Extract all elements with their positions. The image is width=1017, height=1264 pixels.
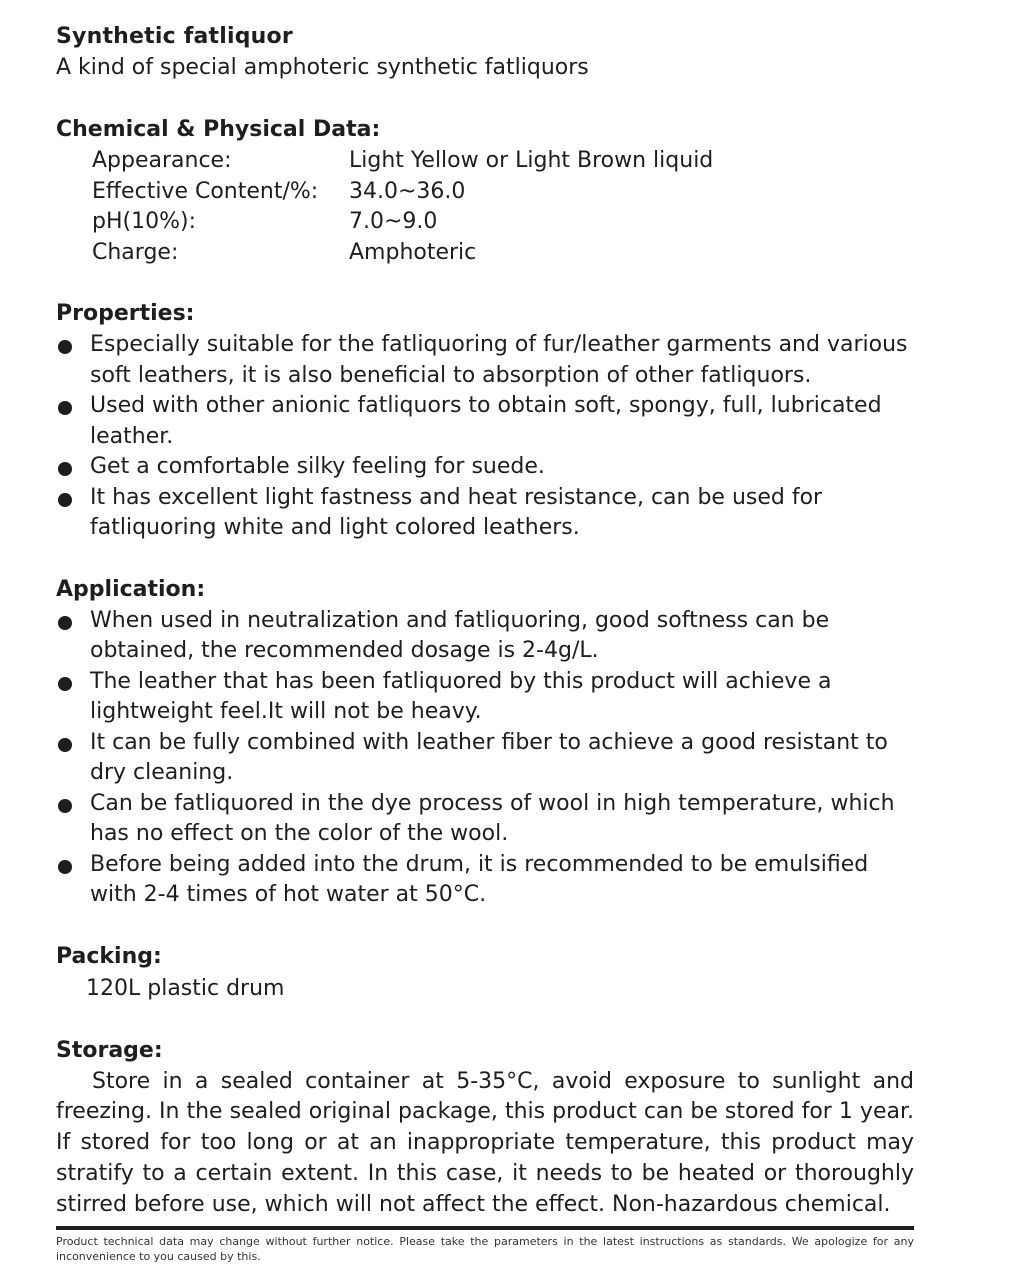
list-item (56, 391, 914, 452)
bullet-icon (58, 401, 72, 415)
properties-section (56, 298, 914, 544)
document-page (56, 22, 914, 1264)
footer-divider (56, 1226, 914, 1230)
product-title: Synthetic fatliquor (56, 24, 293, 49)
data-row-ph (56, 207, 914, 238)
list-item-text: It can be fully combined with leather fiber to achieve a good resistant to dry cleaning. (90, 729, 888, 785)
list-item (56, 452, 914, 483)
list-item (56, 330, 914, 391)
packing-heading: Packing: (56, 943, 162, 969)
footer-disclaimer: Product technical data may change without further notice. Please take the parameters in the latest instructions as standards. We apologize for any inconvenience to you caused by this. (56, 1235, 914, 1264)
application-section (56, 574, 914, 911)
list-item (56, 850, 914, 911)
storage-text: Store in a sealed container at 5-35°C, avoid exposure to sunlight and freezing. In the sealed original package, this product can be stored for 1 year. If stored for too long or at an inappropriate temperature, this product may stratify to a certain extent. In this case, it needs to be heated or thoroughly stirred before use, which will not affect the effect. Non-hazardous chemical. (56, 1068, 914, 1217)
data-value: 7.0~9.0 (349, 209, 438, 234)
product-subtitle: A kind of special amphoteric synthetic fatliquors (56, 55, 589, 80)
storage-section (56, 1035, 914, 1221)
list-item (56, 483, 914, 544)
list-item-text: Especially suitable for the fatliquoring of fur/leather garments and various soft leathers, it is also beneficial to absorption of other fatliquors. (90, 332, 908, 388)
chemical-data-heading: Chemical & Physical Data: (56, 117, 381, 142)
bullet-icon (58, 493, 72, 507)
packing-text: 120L plastic drum (86, 975, 285, 1001)
data-label: Appearance: (92, 148, 232, 173)
data-label: pH(10%): (92, 209, 196, 234)
list-item-text: Used with other anionic fatliquors to obtain soft, spongy, full, lubricated leather. (90, 393, 882, 449)
bullet-icon (58, 677, 72, 691)
application-list (56, 606, 914, 911)
list-item-text: The leather that has been fatliquored by this product will achieve a lightweight feel.It will not be heavy. (90, 668, 832, 724)
data-value: Amphoteric (349, 239, 477, 265)
storage-heading: Storage: (56, 1037, 163, 1063)
list-item (56, 667, 914, 728)
list-item-text: Get a comfortable silky feeling for suede. (90, 454, 545, 479)
data-value: Light Yellow or Light Brown liquid (349, 148, 714, 173)
list-item-text: Before being added into the drum, it is recommended to be emulsified with 2-4 times of hot water at 50°C. (90, 851, 869, 907)
bullet-icon (58, 340, 72, 354)
application-heading: Application: (56, 576, 206, 602)
data-row-effective-content (56, 177, 914, 208)
bullet-icon (58, 860, 72, 874)
bullet-icon (58, 462, 72, 476)
data-label: Effective Content/%: (92, 178, 319, 204)
list-item (56, 606, 914, 667)
data-row-charge (56, 238, 914, 269)
properties-heading: Properties: (56, 301, 195, 326)
data-label: Charge: (92, 239, 179, 265)
list-item-text: When used in neutralization and fatliquoring, good softness can be obtained, the recommended dosage is 2-4g/L. (90, 607, 830, 663)
list-item-text: It has excellent light fastness and heat resistance, can be used for fatliquoring white and light colored leathers. (90, 484, 823, 540)
data-value: 34.0~36.0 (349, 178, 466, 204)
bullet-icon (58, 738, 72, 752)
bullet-icon (58, 799, 72, 813)
data-row-appearance (56, 146, 914, 177)
properties-list (56, 330, 914, 544)
chemical-data-section (56, 114, 914, 268)
list-item (56, 728, 914, 789)
bullet-icon (58, 616, 72, 630)
list-item (56, 789, 914, 850)
packing-section (56, 941, 914, 1005)
list-item-text: Can be fatliquored in the dye process of wool in high temperature, which has no effect on the color of the wool. (90, 790, 895, 846)
